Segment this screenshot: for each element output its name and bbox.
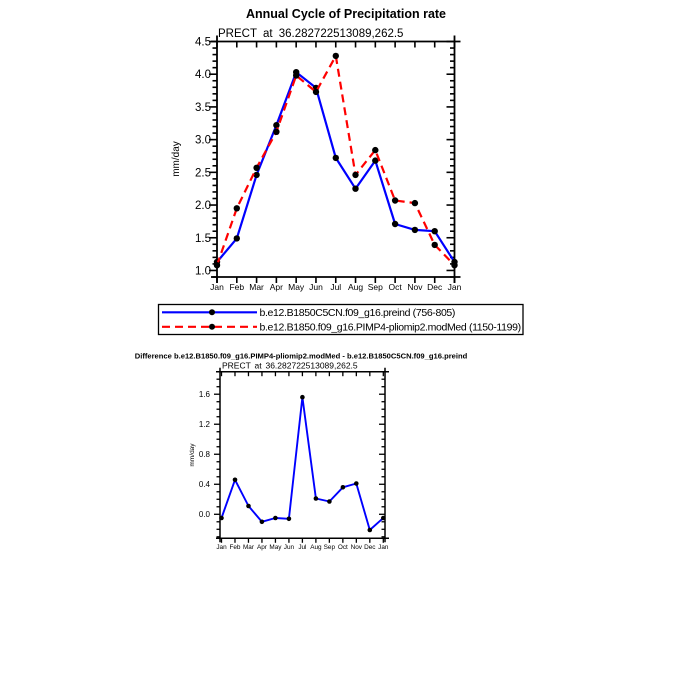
month-label: Mar [242, 544, 254, 551]
y-tick-label: 1.6 [198, 390, 210, 400]
data-point-marker [273, 129, 279, 135]
month-label: Apr [269, 282, 283, 292]
series-line [217, 72, 455, 262]
y-tick-label: 0.4 [198, 480, 210, 490]
data-point-marker [314, 496, 319, 501]
month-label: Aug [310, 544, 322, 551]
legend [159, 305, 524, 335]
y-tick-label: 1.2 [198, 420, 210, 430]
month-label: Oct [388, 282, 402, 292]
chart2-subtitle: PRECT at 36.282722513089,262.5 [222, 360, 358, 371]
chart1-subtitle: PRECT at 36.282722513089,262.5 [218, 28, 404, 40]
data-point-marker [253, 165, 259, 171]
y-tick-label: 0.0 [198, 510, 210, 520]
chart1-series [214, 53, 458, 269]
month-label: Feb [229, 282, 245, 292]
data-point-marker [352, 172, 358, 178]
legend-marker-pliomip2-icon [209, 324, 215, 330]
chart2-axes [199, 368, 389, 551]
month-label: Sep [323, 544, 336, 551]
chart2-y-axis-label: mm/day [189, 443, 196, 467]
series-line [222, 397, 384, 530]
y-tick-label: 3.0 [195, 134, 211, 147]
data-point-marker [293, 72, 299, 78]
data-point-marker [253, 172, 259, 178]
data-point-marker [341, 485, 346, 490]
y-tick-label: 0.8 [198, 450, 210, 460]
legend-marker-preind-icon [209, 309, 215, 315]
data-point-marker [214, 262, 220, 268]
data-point-marker [234, 205, 240, 211]
data-point-marker [246, 504, 251, 509]
data-point-marker [412, 227, 418, 233]
month-label: Apr [256, 544, 267, 551]
y-tick-label: 4.0 [195, 69, 211, 82]
data-point-marker [333, 53, 339, 59]
data-point-marker [327, 499, 332, 504]
month-label: Dec [364, 544, 376, 551]
month-label: Jun [309, 282, 323, 292]
month-label: Aug [347, 282, 364, 292]
data-point-marker [287, 517, 292, 522]
y-tick-label: 2.0 [195, 200, 211, 213]
data-point-marker [273, 122, 279, 128]
data-point-marker [354, 481, 359, 486]
data-point-marker [451, 262, 457, 268]
data-point-marker [392, 221, 398, 227]
month-label: Jul [330, 282, 342, 292]
legend-label-preind: b.e12.B1850C5CN.f09_g16.preind (756-805) [259, 307, 456, 320]
data-point-marker [432, 228, 438, 234]
month-label: May [288, 282, 305, 292]
month-label: Jul [298, 544, 307, 551]
data-point-marker [412, 200, 418, 206]
month-label: Jan [378, 544, 389, 551]
month-label: Jan [447, 282, 462, 292]
month-label: Nov [350, 544, 363, 551]
chart2-title: Difference b.e12.B1850.f09_g16.PIMP4-pliomip2.modMed - b.e12.B1850C5CN.f09_g16.preind [134, 351, 468, 361]
month-label: Nov [407, 282, 423, 292]
data-point-marker [368, 528, 373, 533]
data-point-marker [352, 186, 358, 192]
data-point-marker [333, 155, 339, 161]
data-point-marker [219, 516, 224, 521]
month-label: Dec [427, 282, 443, 292]
data-point-marker [381, 516, 386, 521]
data-point-marker [392, 197, 398, 203]
month-label: May [269, 544, 282, 551]
month-label: Feb [229, 544, 241, 551]
y-tick-label: 4.5 [195, 36, 211, 49]
y-tick-label: 2.5 [195, 167, 211, 180]
y-tick-label: 3.5 [195, 101, 211, 114]
chart1-axes [195, 36, 462, 293]
y-tick-label: 1.0 [195, 265, 211, 278]
chart1-y-axis-label: mm/day [171, 141, 182, 177]
data-point-marker [313, 89, 319, 95]
month-label: Jan [216, 544, 227, 551]
chart1-title: Annual Cycle of Precipitation rate [245, 7, 447, 21]
y-tick-label: 1.5 [195, 232, 211, 245]
month-label: Sep [367, 282, 383, 292]
month-label: Jan [210, 282, 224, 292]
chart2-series [219, 395, 385, 532]
data-point-marker [260, 520, 265, 525]
data-point-marker [233, 478, 238, 483]
data-point-marker [300, 395, 305, 400]
data-point-marker [234, 235, 240, 241]
month-label: Jun [283, 544, 295, 551]
month-label: Oct [337, 544, 348, 551]
data-point-marker [273, 516, 278, 521]
data-point-marker [432, 242, 438, 248]
legend-label-pliomip2: b.e12.B1850.f09_g16.PIMP4-pliomip2.modMed (1150-1199) [259, 321, 521, 334]
month-label: Mar [249, 282, 264, 292]
data-point-marker [372, 147, 378, 153]
